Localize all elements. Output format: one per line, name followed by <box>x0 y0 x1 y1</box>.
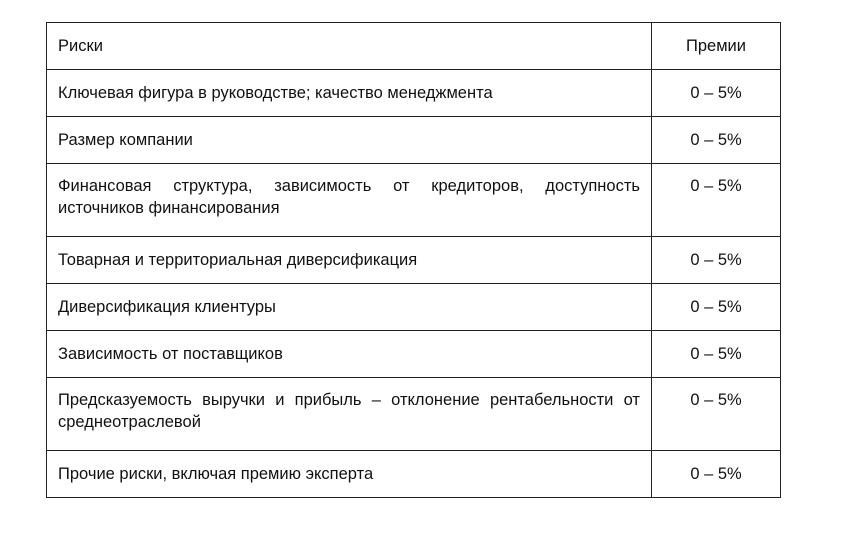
risk-cell: Предсказуемость выручки и прибыль – отклонение рентабельности от среднеотраслевой <box>47 378 652 451</box>
table-row <box>47 331 781 378</box>
risk-cell: Товарная и территориальная диверсификация <box>47 237 652 284</box>
risk-cell: Финансовая структура, зависимость от кредиторов, доступность источников финансирования <box>47 164 652 237</box>
risk-cell: Диверсификация клиентуры <box>47 284 652 331</box>
risk-cell: Ключевая фигура в руководстве; качество менеджмента <box>47 70 652 117</box>
table-row <box>47 70 781 117</box>
table-row <box>47 237 781 284</box>
premium-cell: 0 – 5% <box>652 117 781 164</box>
table-row <box>47 284 781 331</box>
table-row <box>47 164 781 237</box>
premium-cell: 0 – 5% <box>652 331 781 378</box>
premium-cell: 0 – 5% <box>652 284 781 331</box>
premium-cell: 0 – 5% <box>652 378 781 451</box>
premium-cell: 0 – 5% <box>652 70 781 117</box>
table-row <box>47 451 781 498</box>
table-row <box>47 117 781 164</box>
table-header-row <box>47 23 781 70</box>
header-risks: Риски <box>47 23 652 70</box>
risk-cell: Прочие риски, включая премию эксперта <box>47 451 652 498</box>
risk-cell: Зависимость от поставщиков <box>47 331 652 378</box>
risk-premium-table <box>46 22 781 498</box>
risk-cell: Размер компании <box>47 117 652 164</box>
premium-cell: 0 – 5% <box>652 451 781 498</box>
table-row <box>47 378 781 451</box>
premium-cell: 0 – 5% <box>652 237 781 284</box>
header-premiums: Премии <box>652 23 781 70</box>
premium-cell: 0 – 5% <box>652 164 781 237</box>
